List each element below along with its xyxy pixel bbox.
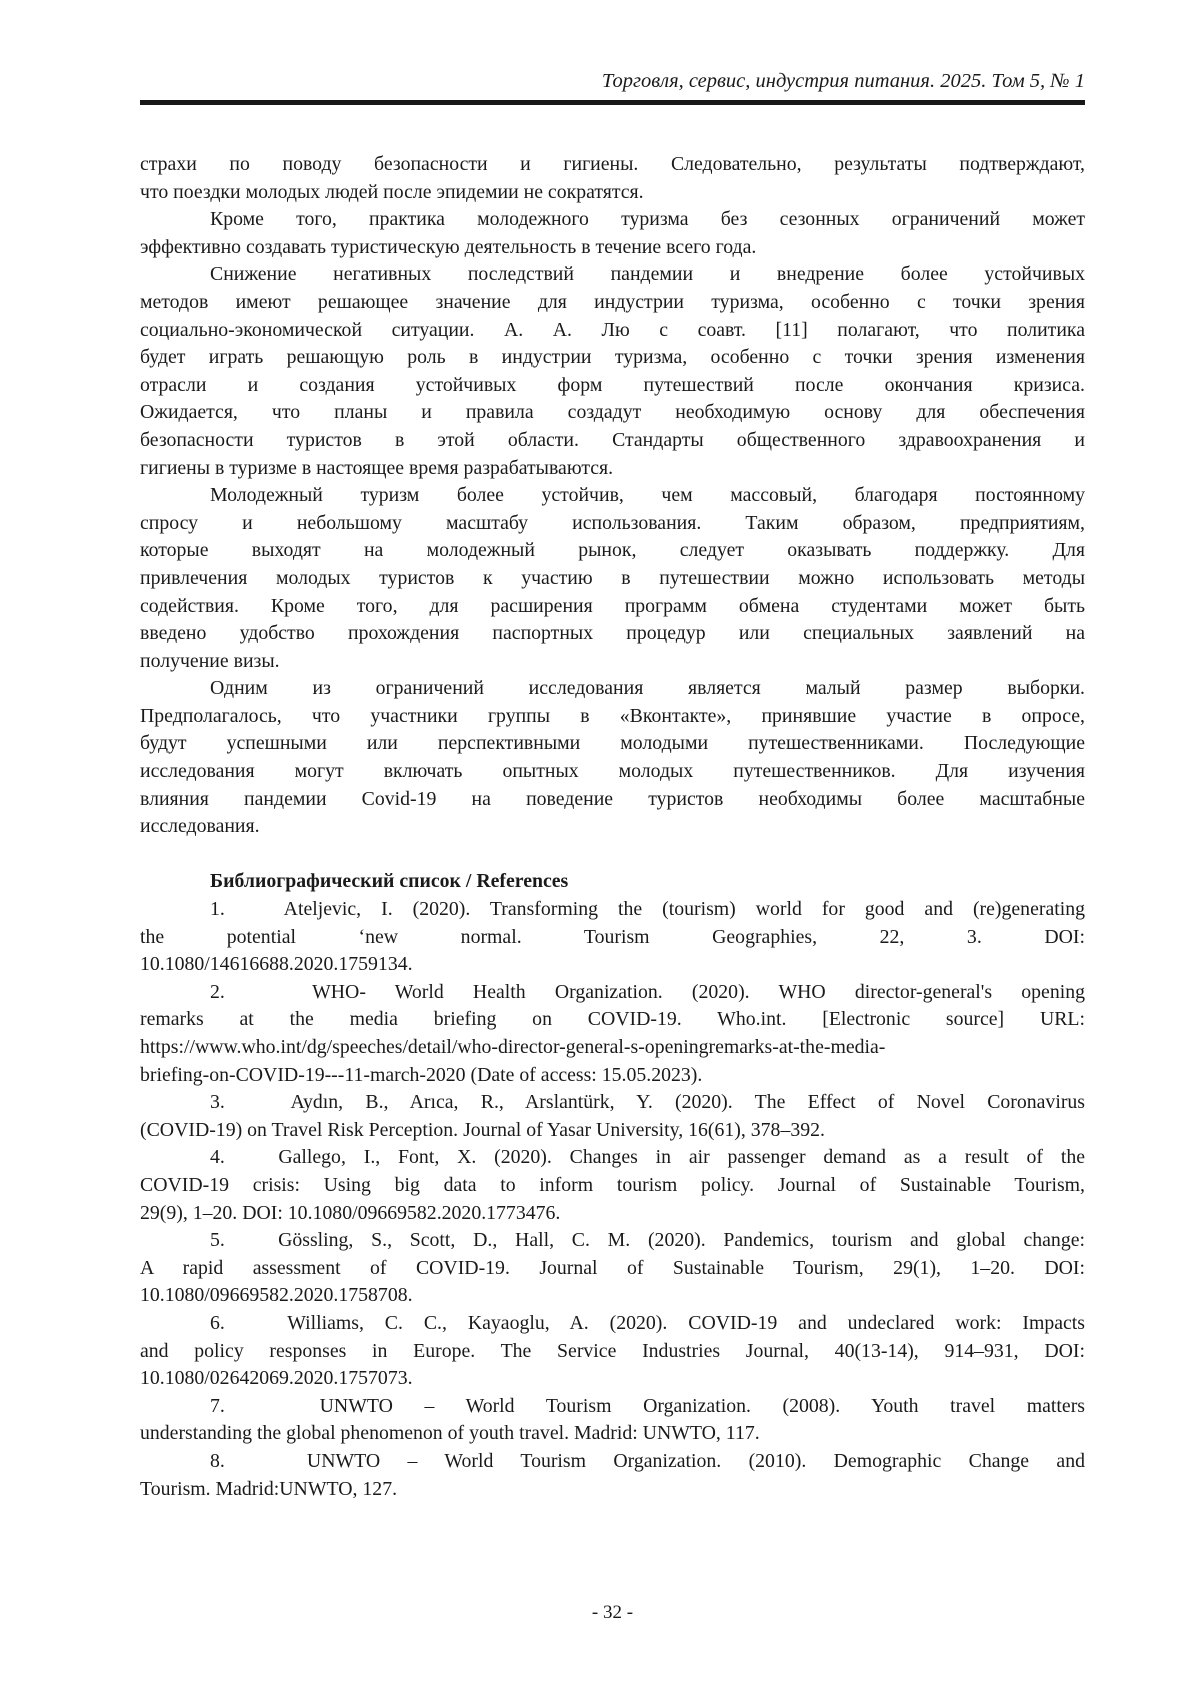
text-line: Tourism. Madrid:UNWTO, 127. xyxy=(140,1477,398,1500)
text-line: гигиены в туризме в настоящее время разрабатываются. xyxy=(140,456,614,479)
text-line: 5. Gössling, S., Scott, D., Hall, C. M. (2020). Pandemics, tourism and global change: xyxy=(210,1229,1085,1252)
reference-item xyxy=(140,1089,1085,1144)
text-line: briefing-on-COVID-19---11-march-2020 (Date of access: 15.05.2023). xyxy=(140,1063,703,1086)
text-line: Кроме того, практика молодежного туризма без сезонных ограничений может xyxy=(210,208,1085,231)
text-line: 2. WHO- World Health Organization. (2020). WHO director-general's opening xyxy=(210,980,1085,1003)
text-line: 4. Gallego, I., Font, X. (2020). Changes in air passenger demand as a result of the xyxy=(210,1146,1085,1169)
text-line: 10.1080/14616688.2020.1759134. xyxy=(140,953,413,976)
text-line: влияния пандемии Covid-19 на поведение туристов необходимы более масштабные xyxy=(140,787,1085,810)
text-line: 29(9), 1–20. DOI: 10.1080/09669582.2020.1773476. xyxy=(140,1201,561,1224)
page-header xyxy=(140,67,1085,95)
text-line: содействия. Кроме того, для расширения программ обмена студентами может быть xyxy=(140,594,1085,617)
text-line: Ожидается, что планы и правила создадут необходимую основу для обеспечения xyxy=(140,401,1085,424)
text-line: будет играть решающую роль в индустрии туризма, особенно с точки зрения изменения xyxy=(140,346,1085,369)
text-line: understanding the global phenomenon of youth travel. Madrid: UNWTO, 117. xyxy=(140,1422,760,1445)
text-line: что поездки молодых людей после эпидемии не сократятся. xyxy=(140,180,644,203)
text-line: and policy responses in Europe. The Service Industries Journal, 40(13-14), 914–931, DOI: xyxy=(140,1339,1085,1362)
text-line: Библиографический список / References xyxy=(210,870,569,893)
text-line: страхи по поводу безопасности и гигиены. Следовательно, результаты подтверждают, xyxy=(140,153,1085,175)
reference-item xyxy=(140,1448,1085,1503)
text-line: 7. UNWTO – World Tourism Organization. (2008). Youth travel matters xyxy=(210,1394,1085,1417)
page-footer xyxy=(140,1599,1085,1626)
text-line: remarks at the media briefing on COVID-19. Who.int. [Electronic source] URL: xyxy=(140,1008,1085,1031)
text-line: 10.1080/02642069.2020.1757073. xyxy=(140,1367,413,1390)
text-line: A rapid assessment of COVID-19. Journal of Sustainable Tourism, 29(1), 1–20. DOI: xyxy=(140,1256,1085,1279)
page-body xyxy=(140,151,1085,1503)
text-line: 10.1080/09669582.2020.1758708. xyxy=(140,1284,413,1307)
text-line: привлечения молодых туристов к участию в путешествии можно использовать методы xyxy=(140,566,1085,589)
text-line: исследования могут включать опытных молодых путешественников. Для изучения xyxy=(140,760,1085,783)
text-line: Молодежный туризм более устойчив, чем массовый, благодаря постоянному xyxy=(210,484,1085,507)
paragraph xyxy=(140,675,1085,841)
text-line: 3. Aydın, B., Arıca, R., Arslantürk, Y. (2020). The Effect of Novel Coronavirus xyxy=(210,1091,1085,1114)
reference-item xyxy=(140,1393,1085,1448)
text-line: (COVID-19) on Travel Risk Perception. Journal of Yasar University, 16(61), 378–392. xyxy=(140,1118,825,1141)
paragraph xyxy=(140,261,1085,482)
text-line: Одним из ограничений исследования является малый размер выборки. xyxy=(210,677,1085,700)
references-heading xyxy=(140,868,1085,896)
text-line: 6. Williams, C. C., Kayaoglu, A. (2020). COVID-19 and undeclared work: Impacts xyxy=(210,1311,1085,1334)
journal-title: Торговля, сервис, индустрия питания. 2025. Том 5, № 1 xyxy=(601,70,1085,92)
text-line: https://www.who.int/dg/speeches/detail/who-director-general-s-openingremarks-at-the-media- xyxy=(140,1036,886,1058)
text-line: получение визы. xyxy=(140,649,280,672)
text-line: спросу и небольшому масштабу использования. Таким образом, предприятиям, xyxy=(140,511,1085,534)
text-line: Снижение негативных последствий пандемии и внедрение более устойчивых xyxy=(210,263,1085,286)
page-number: - 32 - xyxy=(591,1602,634,1623)
paragraph xyxy=(140,482,1085,675)
reference-item xyxy=(140,979,1085,1089)
text-line: COVID-19 crisis: Using big data to inform tourism policy. Journal of Sustainable Tourism, xyxy=(140,1173,1085,1196)
text-line: безопасности туристов в этой области. Стандарты общественного здравоохранения и xyxy=(140,428,1085,451)
reference-item xyxy=(140,896,1085,979)
header-rule xyxy=(140,100,1085,105)
text-line: будут успешными или перспективными молодыми путешественниками. Последующие xyxy=(140,732,1085,755)
text-line: введено удобство прохождения паспортных процедур или специальных заявлений на xyxy=(140,622,1085,645)
text-line: методов имеют решающее значение для индустрии туризма, особенно с точки зрения xyxy=(140,290,1085,313)
text-line: 1. Ateljevic, I. (2020). Transforming the (tourism) world for good and (re)generating xyxy=(210,898,1085,921)
text-line: 8. UNWTO – World Tourism Organization. (2010). Demographic Change and xyxy=(210,1449,1085,1472)
text-line: исследования. xyxy=(140,815,260,838)
text-line: Предполагалось, что участники группы в «Вконтакте», принявшие участие в опросе, xyxy=(140,704,1085,727)
reference-item xyxy=(140,1227,1085,1310)
text-line: the potential ‘new normal. Tourism Geographies, 22, 3. DOI: xyxy=(140,925,1085,948)
text-line: отрасли и создания устойчивых форм путешествий после окончания кризиса. xyxy=(140,373,1085,396)
text-line: социально-экономической ситуации. А. А. Лю с соавт. [11] полагают, что политика xyxy=(140,318,1085,341)
paragraph xyxy=(140,206,1085,261)
text-line: эффективно создавать туристическую деятельность в течение всего года. xyxy=(140,235,757,258)
text-line: которые выходят на молодежный рынок, следует оказывать поддержку. Для xyxy=(140,539,1085,562)
paragraph xyxy=(140,151,1085,206)
reference-item xyxy=(140,1310,1085,1393)
reference-item xyxy=(140,1144,1085,1227)
